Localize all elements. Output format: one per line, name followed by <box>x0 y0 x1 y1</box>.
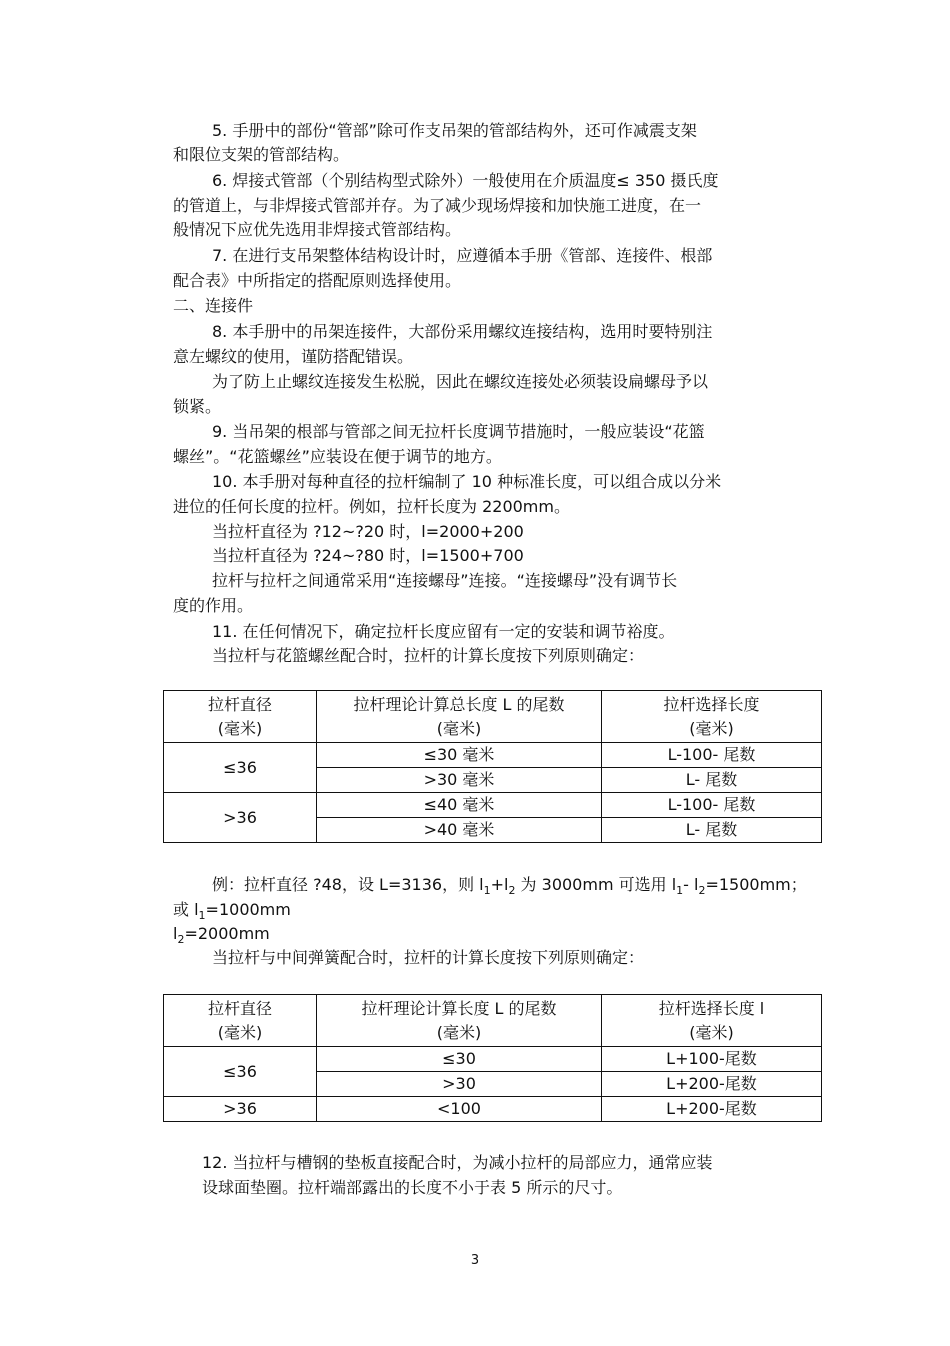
header-unit: (毫米) <box>689 718 734 738</box>
table-row <box>164 1047 822 1072</box>
table-row <box>164 1097 822 1122</box>
subscript: 2 <box>508 884 516 897</box>
header-text: 拉杆直径 <box>207 998 272 1018</box>
para-6-line3: 般情况下应优先选用非焊接式管部结构。 <box>173 220 462 239</box>
table-header-cell <box>164 691 317 743</box>
example-text: =2000mm <box>184 924 270 943</box>
para-6-line2: 的管道上，与非焊接式管部并存。为了减少现场焊接和加快施工进度，在一 <box>173 196 702 215</box>
table-cell-diameter: >36 <box>164 793 317 843</box>
spring-intro-line: 当拉杆与中间弹簧配合时，拉杆的计算长度按下列原则确定： <box>212 948 645 967</box>
example-text: =1000mm <box>205 900 291 919</box>
para-7-line2: 配合表》中所指定的搭配原则选择使用。 <box>173 271 462 290</box>
table-cell: <100 <box>317 1097 602 1122</box>
subscript: 2 <box>177 933 185 946</box>
para-5-line1: 5. 手册中的部份“管部”除可作支吊架的管部结构外，还可作减震支架 <box>212 121 697 140</box>
table-cell: >40 毫米 <box>317 818 602 843</box>
subscript: 1 <box>483 884 491 897</box>
table-cell: L+100-尾数 <box>602 1047 822 1072</box>
para-11-line2: 当拉杆与花篮螺丝配合时，拉杆的计算长度按下列原则确定： <box>212 646 645 665</box>
example-line3 <box>173 924 270 946</box>
table-row <box>164 793 822 818</box>
table-cell-diameter: ≤36 <box>164 1047 317 1097</box>
header-unit: (毫米) <box>217 1022 263 1042</box>
header-text: 拉杆选择长度 <box>663 694 760 714</box>
para-8b-line2: 锁紧。 <box>173 397 222 416</box>
table-cell: L-100- 尾数 <box>602 793 822 818</box>
header-text: 拉杆直径 <box>207 694 272 714</box>
table-header-cell <box>602 691 822 743</box>
example-text: 或 l <box>173 900 199 919</box>
para-5-line2: 和限位支架的管部结构。 <box>173 145 350 164</box>
table-header-cell <box>317 691 602 743</box>
page-number: 3 <box>470 1253 480 1268</box>
table-cell: ≤40 毫米 <box>317 793 602 818</box>
para-10-line1: 10. 本手册对每种直径的拉杆编制了 10 种标准长度，可以组合成以分米 <box>212 472 722 491</box>
table-row <box>164 743 822 768</box>
table-cell: >30 毫米 <box>317 768 602 793</box>
table-cell-diameter: >36 <box>164 1097 317 1122</box>
para-10-case2: 当拉杆直径为 ?24~?80 时，l=1500+700 <box>212 546 524 565</box>
example-text: =1500mm； <box>705 875 807 894</box>
header-text: 拉杆选择长度 l <box>658 998 765 1018</box>
spring-length-table <box>163 994 822 1122</box>
example-text: - l <box>683 875 699 894</box>
table-cell: L-100- 尾数 <box>602 743 822 768</box>
para-11-line1: 11. 在任何情况下，确定拉杆长度应留有一定的安装和调节裕度。 <box>212 622 675 641</box>
example-text: 为 3000mm 可选用 l <box>515 875 677 894</box>
example-text: l <box>173 924 178 943</box>
para-10-case1: 当拉杆直径为 ?12~?20 时，l=2000+200 <box>212 522 524 541</box>
table-cell-diameter: ≤36 <box>164 743 317 793</box>
para-6-line1: 6. 焊接式管部（个别结构型式除外）一般使用在介质温度≤ 350 摄氏度 <box>212 171 719 190</box>
para-10b-line2: 度的作用。 <box>173 596 254 615</box>
example-line1 <box>212 875 807 897</box>
table-cell: L- 尾数 <box>602 818 822 843</box>
turnbuckle-length-table <box>163 690 822 843</box>
subscript: 1 <box>198 909 206 922</box>
header-unit: (毫米) <box>689 1022 734 1042</box>
table-cell: >30 <box>317 1072 602 1097</box>
para-10-line2: 进位的任何长度的拉杆。例如，拉杆长度为 2200mm。 <box>173 497 570 516</box>
example-line2 <box>173 900 291 922</box>
para-12-line2: 设球面垫圈。拉杆端部露出的长度不小于表 5 所示的尺寸。 <box>202 1178 623 1197</box>
header-unit: (毫米) <box>217 718 263 738</box>
subscript: 2 <box>698 884 706 897</box>
section-heading-connectors: 二、连接件 <box>173 296 254 315</box>
para-12-line1: 12. 当拉杆与槽钢的垫板直接配合时，为减小拉杆的局部应力，通常应装 <box>202 1153 713 1172</box>
para-8-line1: 8. 本手册中的吊架连接件，大部份采用螺纹连接结构，选用时要特别注 <box>212 322 713 341</box>
header-unit: (毫米) <box>436 1022 482 1042</box>
table-header-cell <box>317 995 602 1047</box>
para-10b-line1: 拉杆与拉杆之间通常采用“连接螺母”连接。“连接螺母”没有调节长 <box>212 571 678 590</box>
example-text: +l <box>490 875 509 894</box>
para-8b-line1: 为了防上止螺纹连接发生松脱，因此在螺纹连接处必须装设扁螺母予以 <box>212 372 709 391</box>
table-header-cell <box>602 995 822 1047</box>
table-cell: L+200-尾数 <box>602 1072 822 1097</box>
subscript: 1 <box>676 884 684 897</box>
header-unit: (毫米) <box>436 718 482 738</box>
table-cell: L+200-尾数 <box>602 1097 822 1122</box>
table-header-row <box>164 691 822 743</box>
table-cell: L- 尾数 <box>602 768 822 793</box>
table-cell: ≤30 毫米 <box>317 743 602 768</box>
para-9-line1: 9. 当吊架的根部与管部之间无拉杆长度调节措施时，一般应装设“花篮 <box>212 422 705 441</box>
table-cell: ≤30 <box>317 1047 602 1072</box>
para-9-line2: 螺丝”。“花篮螺丝”应装设在便于调节的地方。 <box>173 447 502 466</box>
header-text: 拉杆理论计算长度 L 的尾数 <box>361 998 557 1018</box>
para-8-line2: 意左螺纹的使用，谨防搭配错误。 <box>173 347 414 366</box>
header-text: 拉杆理论计算总长度 L 的尾数 <box>353 694 565 714</box>
table-header-cell <box>164 995 317 1047</box>
table-header-row <box>164 995 822 1047</box>
example-text: 例：拉杆直径 ?48，设 L=3136，则 l <box>212 875 484 894</box>
para-7-line1: 7. 在进行支吊架整体结构设计时，应遵循本手册《管部、连接件、根部 <box>212 246 713 265</box>
